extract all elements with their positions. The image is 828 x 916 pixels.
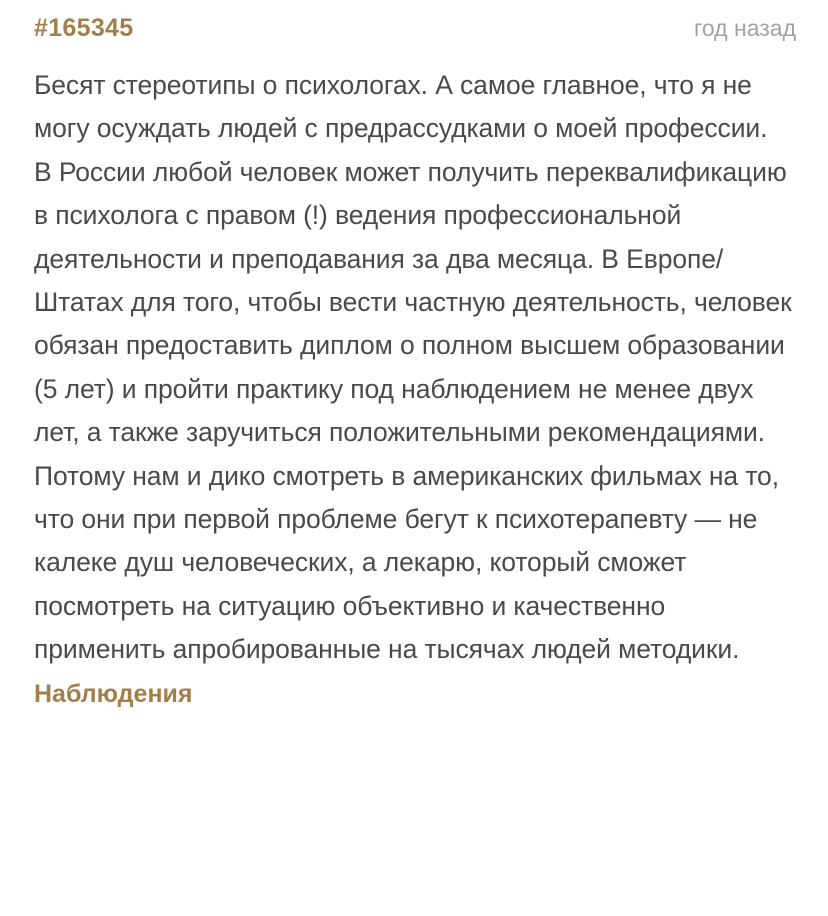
post-id[interactable]: #165345	[34, 14, 134, 42]
post-paragraph: Потому нам и дико смотреть в американских фильмах на то, что они при первой проблеме бегут к психотерапевту — не калеке душ человеческих, а лекарю, который сможет посмотреть на ситуацию объективно и качественно применить апробированные на тысячах людей методики.	[34, 460, 779, 665]
post-paragraph: Бесят стереотипы о психологах. А самое главное, что я не могу осуждать людей с предрассудками о моей профессии.	[34, 70, 768, 144]
post-date: год назад	[694, 15, 796, 41]
post-header	[34, 14, 796, 50]
post-text	[34, 64, 796, 672]
post-paragraph: В России любой человек может получить переквалификацию в психолога с правом (!) ведения профессиональной деятельности и преподавания за два месяца. В Европе/Штатах для того, чтобы вести частную деятельность, человек обязан предоставить диплом о полном высшем образовании (5 лет) и пройти практику под наблюдением не менее двух лет, а также заручиться положительными рекомендациями.	[34, 156, 792, 448]
post-tag-link[interactable]: Наблюдения	[34, 679, 193, 708]
